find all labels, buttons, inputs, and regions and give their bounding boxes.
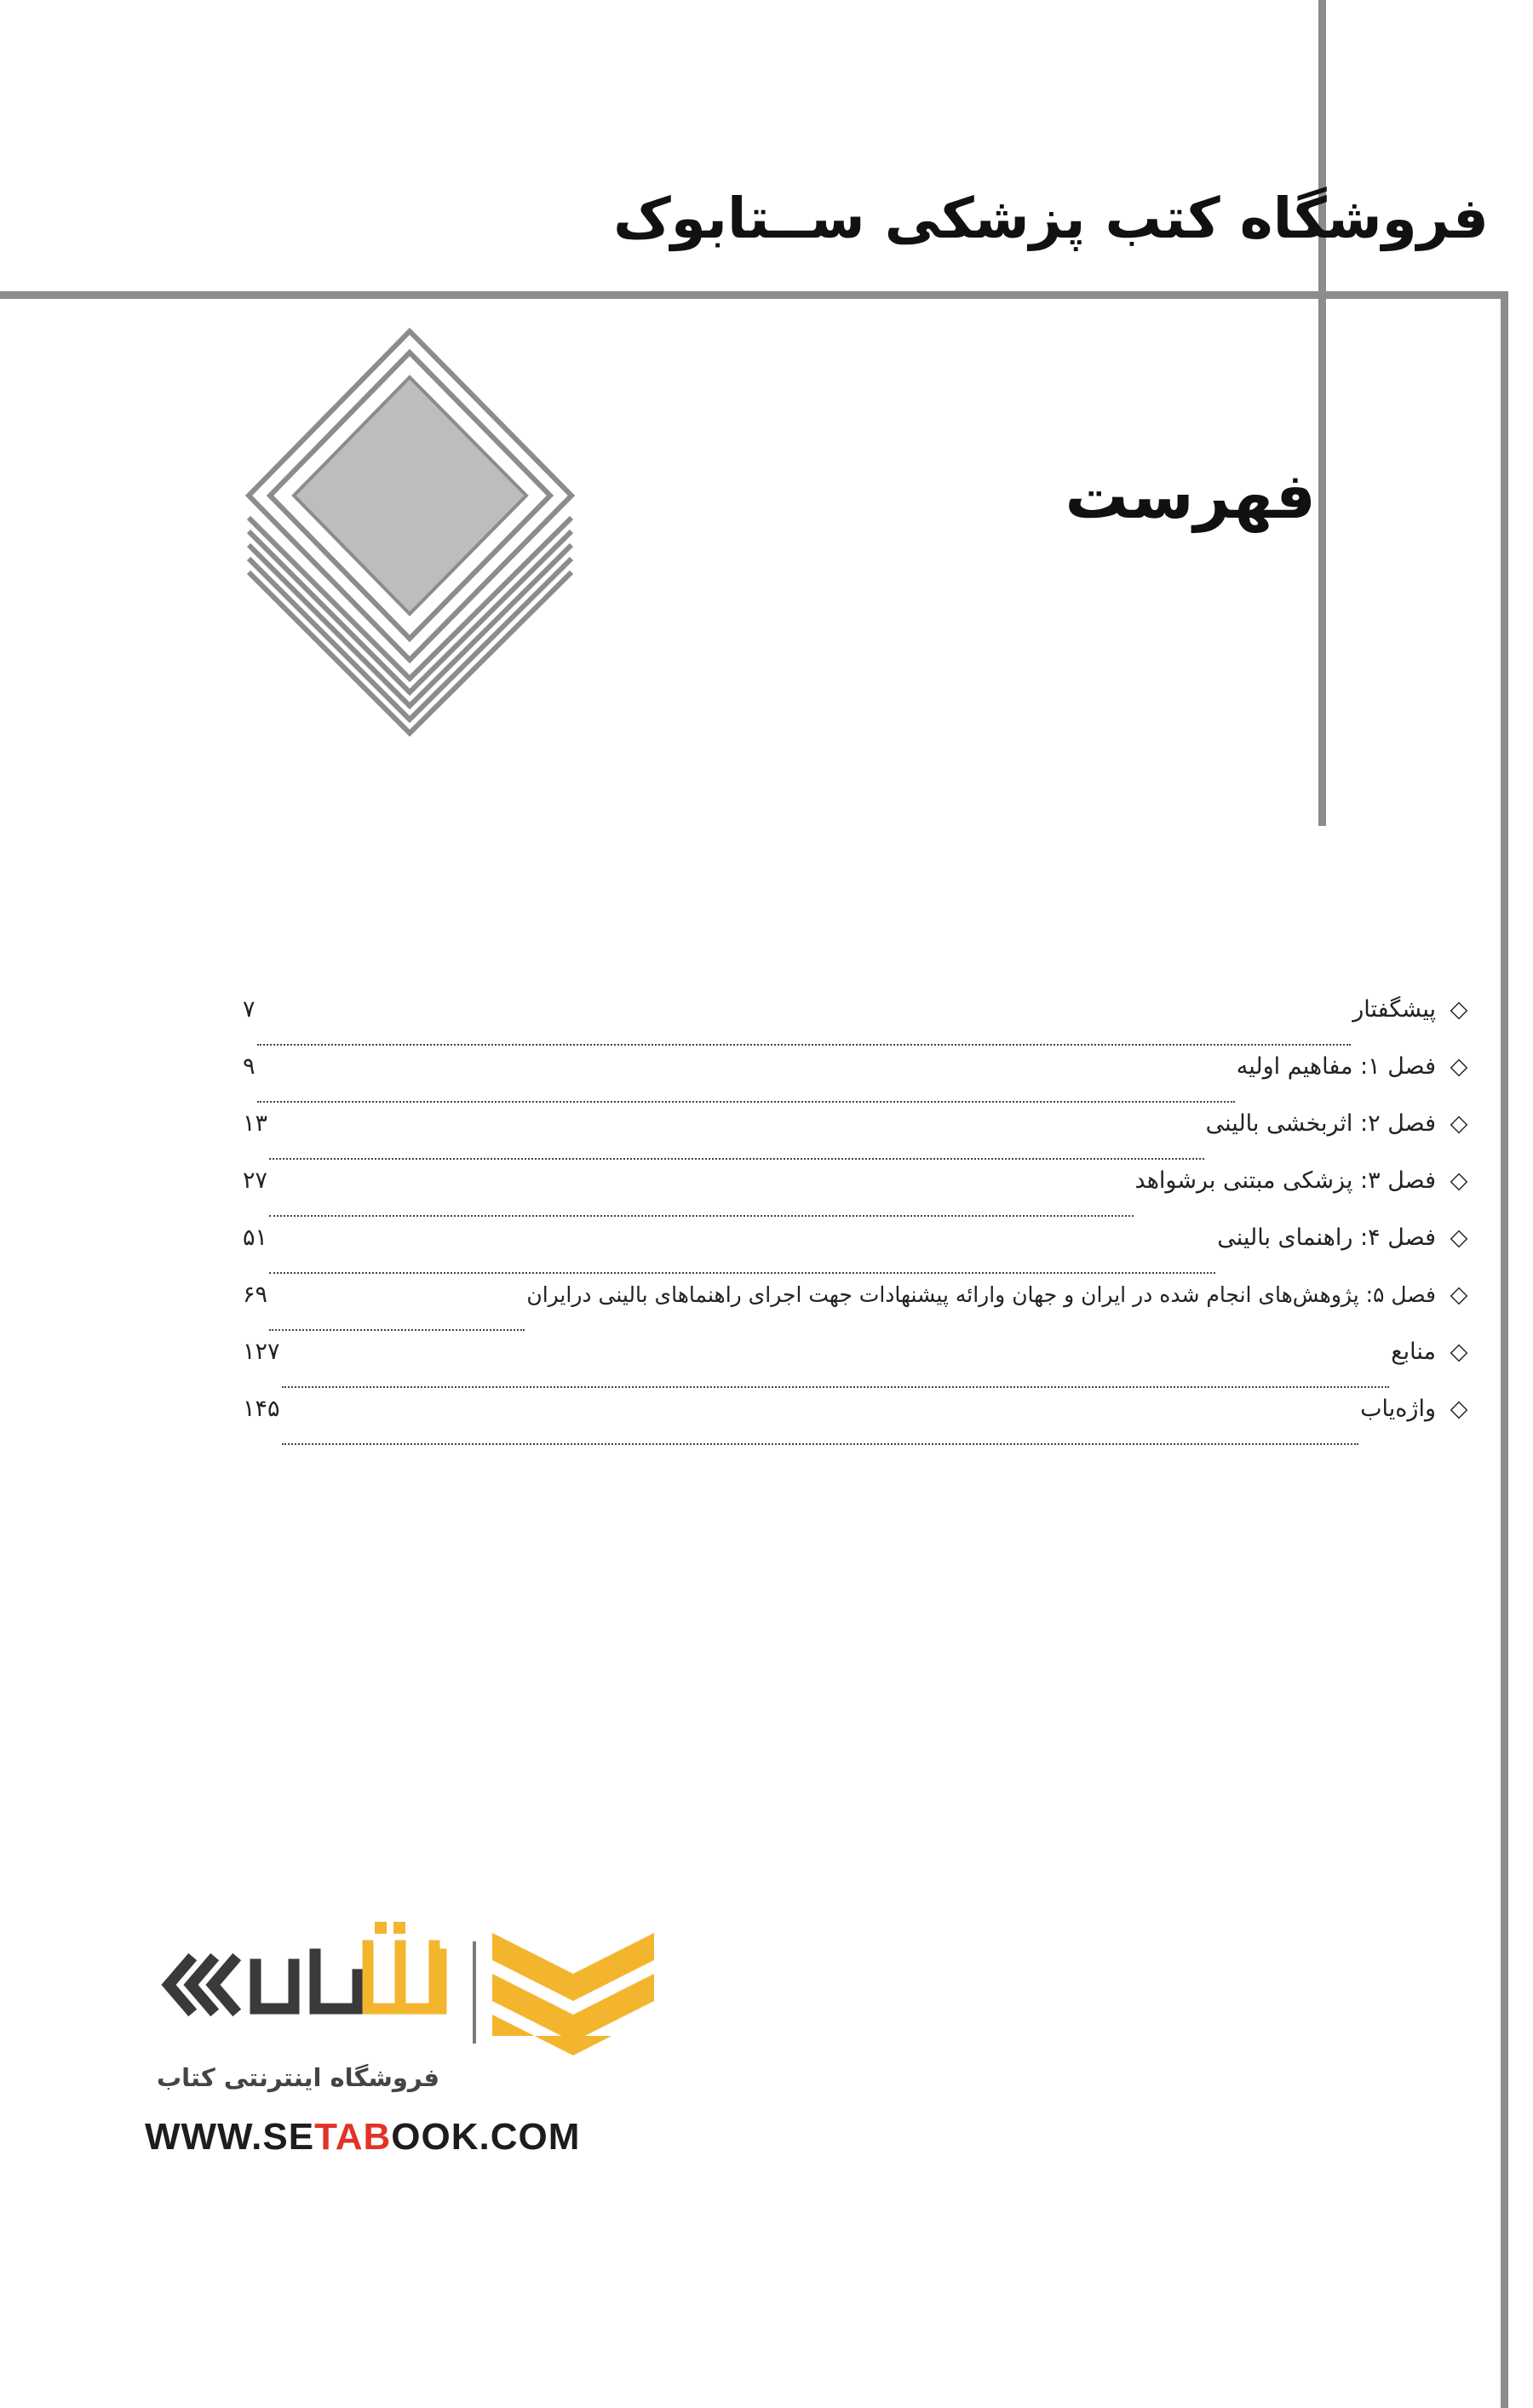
diamond-outline-icon: ◇ [1450,1167,1468,1194]
diamond-outline-icon: ◇ [1450,1224,1468,1251]
toc-entry-label: فصل ۵: پژوهش‌های انجام شده در ایران و جهان وارائه پیشنهادات جهت اجرای راهنماهای بالینی درایران [526,1282,1436,1307]
setabook-logo[interactable] [145,1903,656,2176]
toc-entry-page: ۵۱ [243,1224,268,1251]
book-chevron-icon [492,1933,654,2061]
toc-entry-label: منابع [1391,1339,1436,1365]
logo-divider [473,1941,476,2044]
dot-leader [282,1443,1359,1445]
toc-entry[interactable] [243,996,1473,1053]
toc-entry-label: فصل ۲: اثربخشی بالینی [1205,1110,1436,1137]
toc-entry-label: واژه‌یاب [1360,1396,1436,1422]
dot-leader [269,1158,1204,1160]
toc-entry[interactable] [243,1396,1473,1453]
url-suffix: OOK.COM [391,2116,581,2158]
right-edge-rule [1501,291,1508,2408]
toc-entry[interactable] [243,1281,1473,1339]
diamond-outline-icon: ◇ [1450,1339,1468,1365]
toc-entry-page: ۶۹ [243,1281,268,1308]
toc-entry-page: ۹ [243,1053,256,1080]
dot-leader [269,1272,1215,1274]
brand-wordmark-graphic [145,1903,468,2056]
toc-entry-page: ۷ [243,996,256,1023]
toc-entry-page: ۱۴۵ [243,1396,280,1422]
toc-entry[interactable] [243,1110,1473,1167]
toc-entry[interactable] [243,1224,1473,1281]
url-prefix: WWW.SE [145,2116,315,2158]
toc-entry-label: فصل ۴: راهنمای بالینی [1217,1224,1436,1251]
dot-leader [257,1101,1235,1103]
header-rule-horizontal [0,291,1507,299]
dot-leader [269,1329,525,1331]
url-accent: TAB [314,2116,392,2158]
toc-heading: فهرست [1065,460,1316,533]
toc-entry-label: پیشگفتار [1352,996,1436,1023]
diamond-outline-icon: ◇ [1450,1110,1468,1137]
website-url[interactable] [145,2116,580,2159]
toc-entry[interactable] [243,1167,1473,1224]
header-title: فروشگاه کتب پزشکی ســتابوک [613,186,1489,251]
toc-entry-page: ۲۷ [243,1167,268,1194]
toc-entry-label: فصل ۳: پزشکی مبتنی برشواهد [1134,1167,1436,1194]
diamond-outline-icon: ◇ [1450,1053,1468,1080]
toc-entry-label: فصل ۱: مفاهیم اولیه [1236,1053,1436,1080]
toc-list [243,996,1473,1453]
dot-leader [257,1044,1352,1046]
diamond-outline-icon: ◇ [1450,996,1468,1023]
stacked-diamond-emblem [243,328,583,771]
toc-entry-page: ۱۲۷ [243,1339,280,1365]
dot-leader [269,1215,1134,1217]
top-vertical-rule [1318,0,1326,826]
diamond-outline-icon: ◇ [1450,1281,1468,1308]
toc-entry[interactable] [243,1339,1473,1396]
logo-tagline: فروشگاه اینترنتی کتاب [157,2063,439,2092]
dot-leader [282,1386,1390,1388]
diamond-outline-icon: ◇ [1450,1396,1468,1422]
toc-entry-page: ۱۳ [243,1110,268,1137]
toc-entry[interactable] [243,1053,1473,1110]
